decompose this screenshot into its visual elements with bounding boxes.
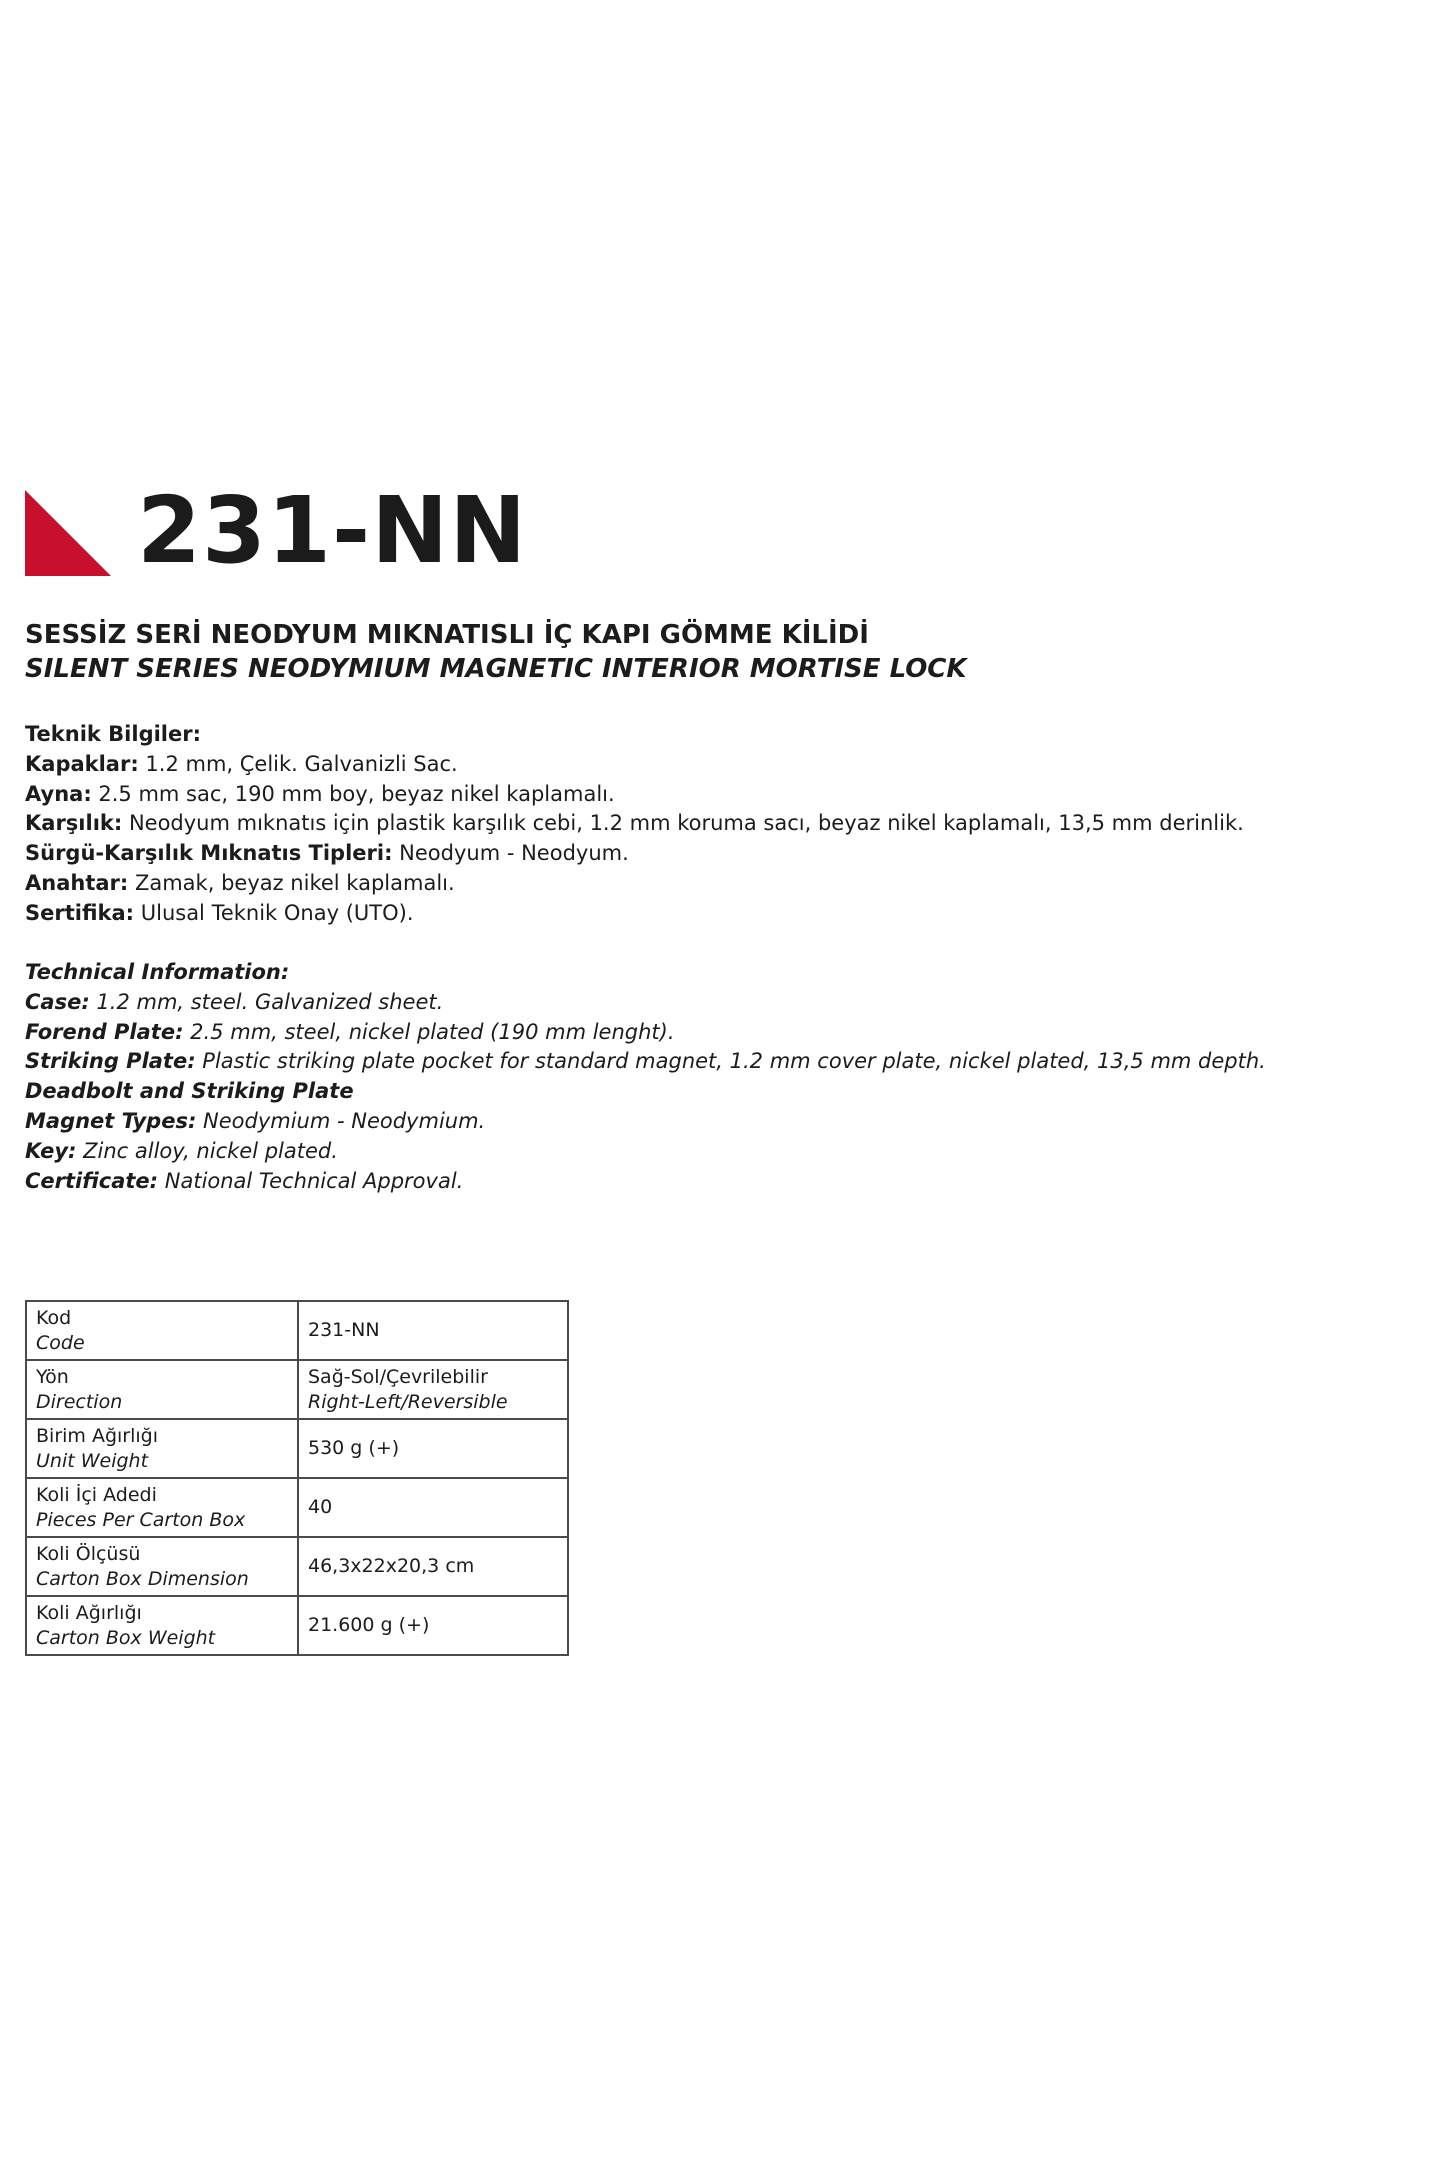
row-label-tr: Koli İçi Adedi <box>36 1483 157 1506</box>
spec-label: Kapaklar: <box>25 751 139 776</box>
spec-item-tr <box>25 780 1415 810</box>
row-label-tr: Koli Ağırlığı <box>36 1601 142 1624</box>
table-row <box>26 1419 568 1478</box>
specs-heading-en: Technical Information: <box>25 960 290 984</box>
spec-value: Neodymium - Neodymium. <box>196 1108 486 1133</box>
spec-value: Plastic striking plate pocket for standard magnet, 1.2 mm cover plate, nickel plated, 13,5 mm depth. <box>195 1049 1266 1074</box>
row-label-en: Direction <box>36 1390 123 1413</box>
spec-item-tr <box>25 869 1415 899</box>
spec-label: Forend Plate: <box>25 1019 184 1044</box>
technical-specs-en <box>25 958 1415 1196</box>
row-label-en: Carton Box Weight <box>36 1626 216 1649</box>
row-value: 231-NN <box>308 1319 380 1341</box>
spec-item-en <box>25 1137 1415 1167</box>
spec-item-tr <box>25 809 1415 839</box>
table-value-cell <box>298 1419 568 1478</box>
product-code-title: 231-NN <box>137 477 528 584</box>
row-label-tr: Koli Ölçüsü <box>36 1542 141 1565</box>
table-row <box>26 1537 568 1596</box>
row-value: 21.600 g (+) <box>308 1614 430 1636</box>
spec-label: Deadbolt and Striking Plate <box>25 1079 354 1104</box>
spec-item-en <box>25 1107 1415 1137</box>
spec-value: 2.5 mm, steel, nickel plated (190 mm lenght). <box>183 1019 675 1044</box>
spec-label: Striking Plate: <box>25 1049 196 1074</box>
table-value-cell <box>298 1478 568 1537</box>
spec-item-en <box>25 1047 1415 1077</box>
spec-value: Zamak, beyaz nikel kaplamalı. <box>128 870 455 895</box>
row-value: 530 g (+) <box>308 1437 400 1459</box>
spec-item-tr <box>25 750 1415 780</box>
row-label-en: Carton Box Dimension <box>36 1567 249 1590</box>
row-label-en: Unit Weight <box>36 1449 149 1472</box>
spec-label: Anahtar: <box>25 870 129 895</box>
table-label-cell <box>26 1419 298 1478</box>
spec-label: Karşılık: <box>25 811 123 836</box>
spec-label: Magnet Types: <box>25 1108 197 1133</box>
table-value-cell <box>298 1537 568 1596</box>
row-value-en: Right-Left/Reversible <box>308 1390 508 1413</box>
spec-value: 1.2 mm, steel. Galvanized sheet. <box>89 989 444 1014</box>
table-label-cell <box>26 1537 298 1596</box>
table-value-cell <box>298 1596 568 1655</box>
triangle-shape <box>25 490 111 576</box>
spec-label: Ayna: <box>25 781 92 806</box>
red-triangle-icon <box>25 490 111 576</box>
table-row <box>26 1478 568 1537</box>
spec-value: 2.5 mm sac, 190 mm boy, beyaz nikel kaplamalı. <box>91 781 615 806</box>
spec-label: Sertifika: <box>25 900 135 925</box>
specs-heading-tr: Teknik Bilgiler: <box>25 722 201 746</box>
spec-label: Key: <box>25 1138 77 1163</box>
table-label-cell <box>26 1596 298 1655</box>
spec-item-en <box>25 1077 1415 1107</box>
spec-item-tr <box>25 899 1415 929</box>
table-row <box>26 1301 568 1360</box>
spec-item-en <box>25 1167 1415 1197</box>
spec-value: Neodyum mıknatıs için plastik karşılık cebi, 1.2 mm koruma sacı, beyaz nikel kaplamalı, 13,5 mm derinlik. <box>122 811 1244 836</box>
table-value-cell <box>298 1301 568 1360</box>
table-label-cell <box>26 1301 298 1360</box>
spec-label: Certificate: <box>25 1168 159 1193</box>
row-label-tr: Kod <box>36 1306 72 1329</box>
table-label-cell <box>26 1478 298 1537</box>
row-label-en: Code <box>36 1331 85 1354</box>
product-spec-table <box>25 1300 569 1656</box>
table-row <box>26 1360 568 1419</box>
row-label-en: Pieces Per Carton Box <box>36 1508 246 1531</box>
product-title-tr: SESSİZ SERİ NEODYUM MIKNATISLI İÇ KAPI GÖMME KİLİDİ <box>25 620 869 650</box>
spec-value: Zinc alloy, nickel plated. <box>76 1138 338 1163</box>
row-value-tr: Sağ-Sol/Çevrilebilir <box>308 1365 488 1388</box>
table-label-cell <box>26 1360 298 1419</box>
product-header <box>25 477 825 584</box>
row-value: 46,3x22x20,3 cm <box>308 1555 475 1577</box>
spec-value: Neodyum - Neodyum. <box>392 841 629 866</box>
spec-label: Case: <box>25 989 90 1014</box>
product-subtitles <box>25 618 1405 686</box>
spec-value: National Technical Approval. <box>158 1168 464 1193</box>
row-label-tr: Birim Ağırlığı <box>36 1424 158 1447</box>
row-label-tr: Yön <box>36 1365 69 1388</box>
row-value: 40 <box>308 1496 333 1518</box>
spec-item-en <box>25 1018 1415 1048</box>
spec-item-tr <box>25 839 1415 869</box>
spec-item-en <box>25 988 1415 1018</box>
table-value-cell <box>298 1360 568 1419</box>
table-row <box>26 1596 568 1655</box>
spec-value: Ulusal Teknik Onay (UTO). <box>134 900 414 925</box>
spec-value: 1.2 mm, Çelik. Galvanizli Sac. <box>138 751 458 776</box>
product-title-en: SILENT SERIES NEODYMIUM MAGNETIC INTERIOR MORTISE LOCK <box>25 654 967 684</box>
spec-label: Sürgü-Karşılık Mıknatıs Tipleri: <box>25 841 393 866</box>
technical-specs-tr <box>25 720 1415 929</box>
